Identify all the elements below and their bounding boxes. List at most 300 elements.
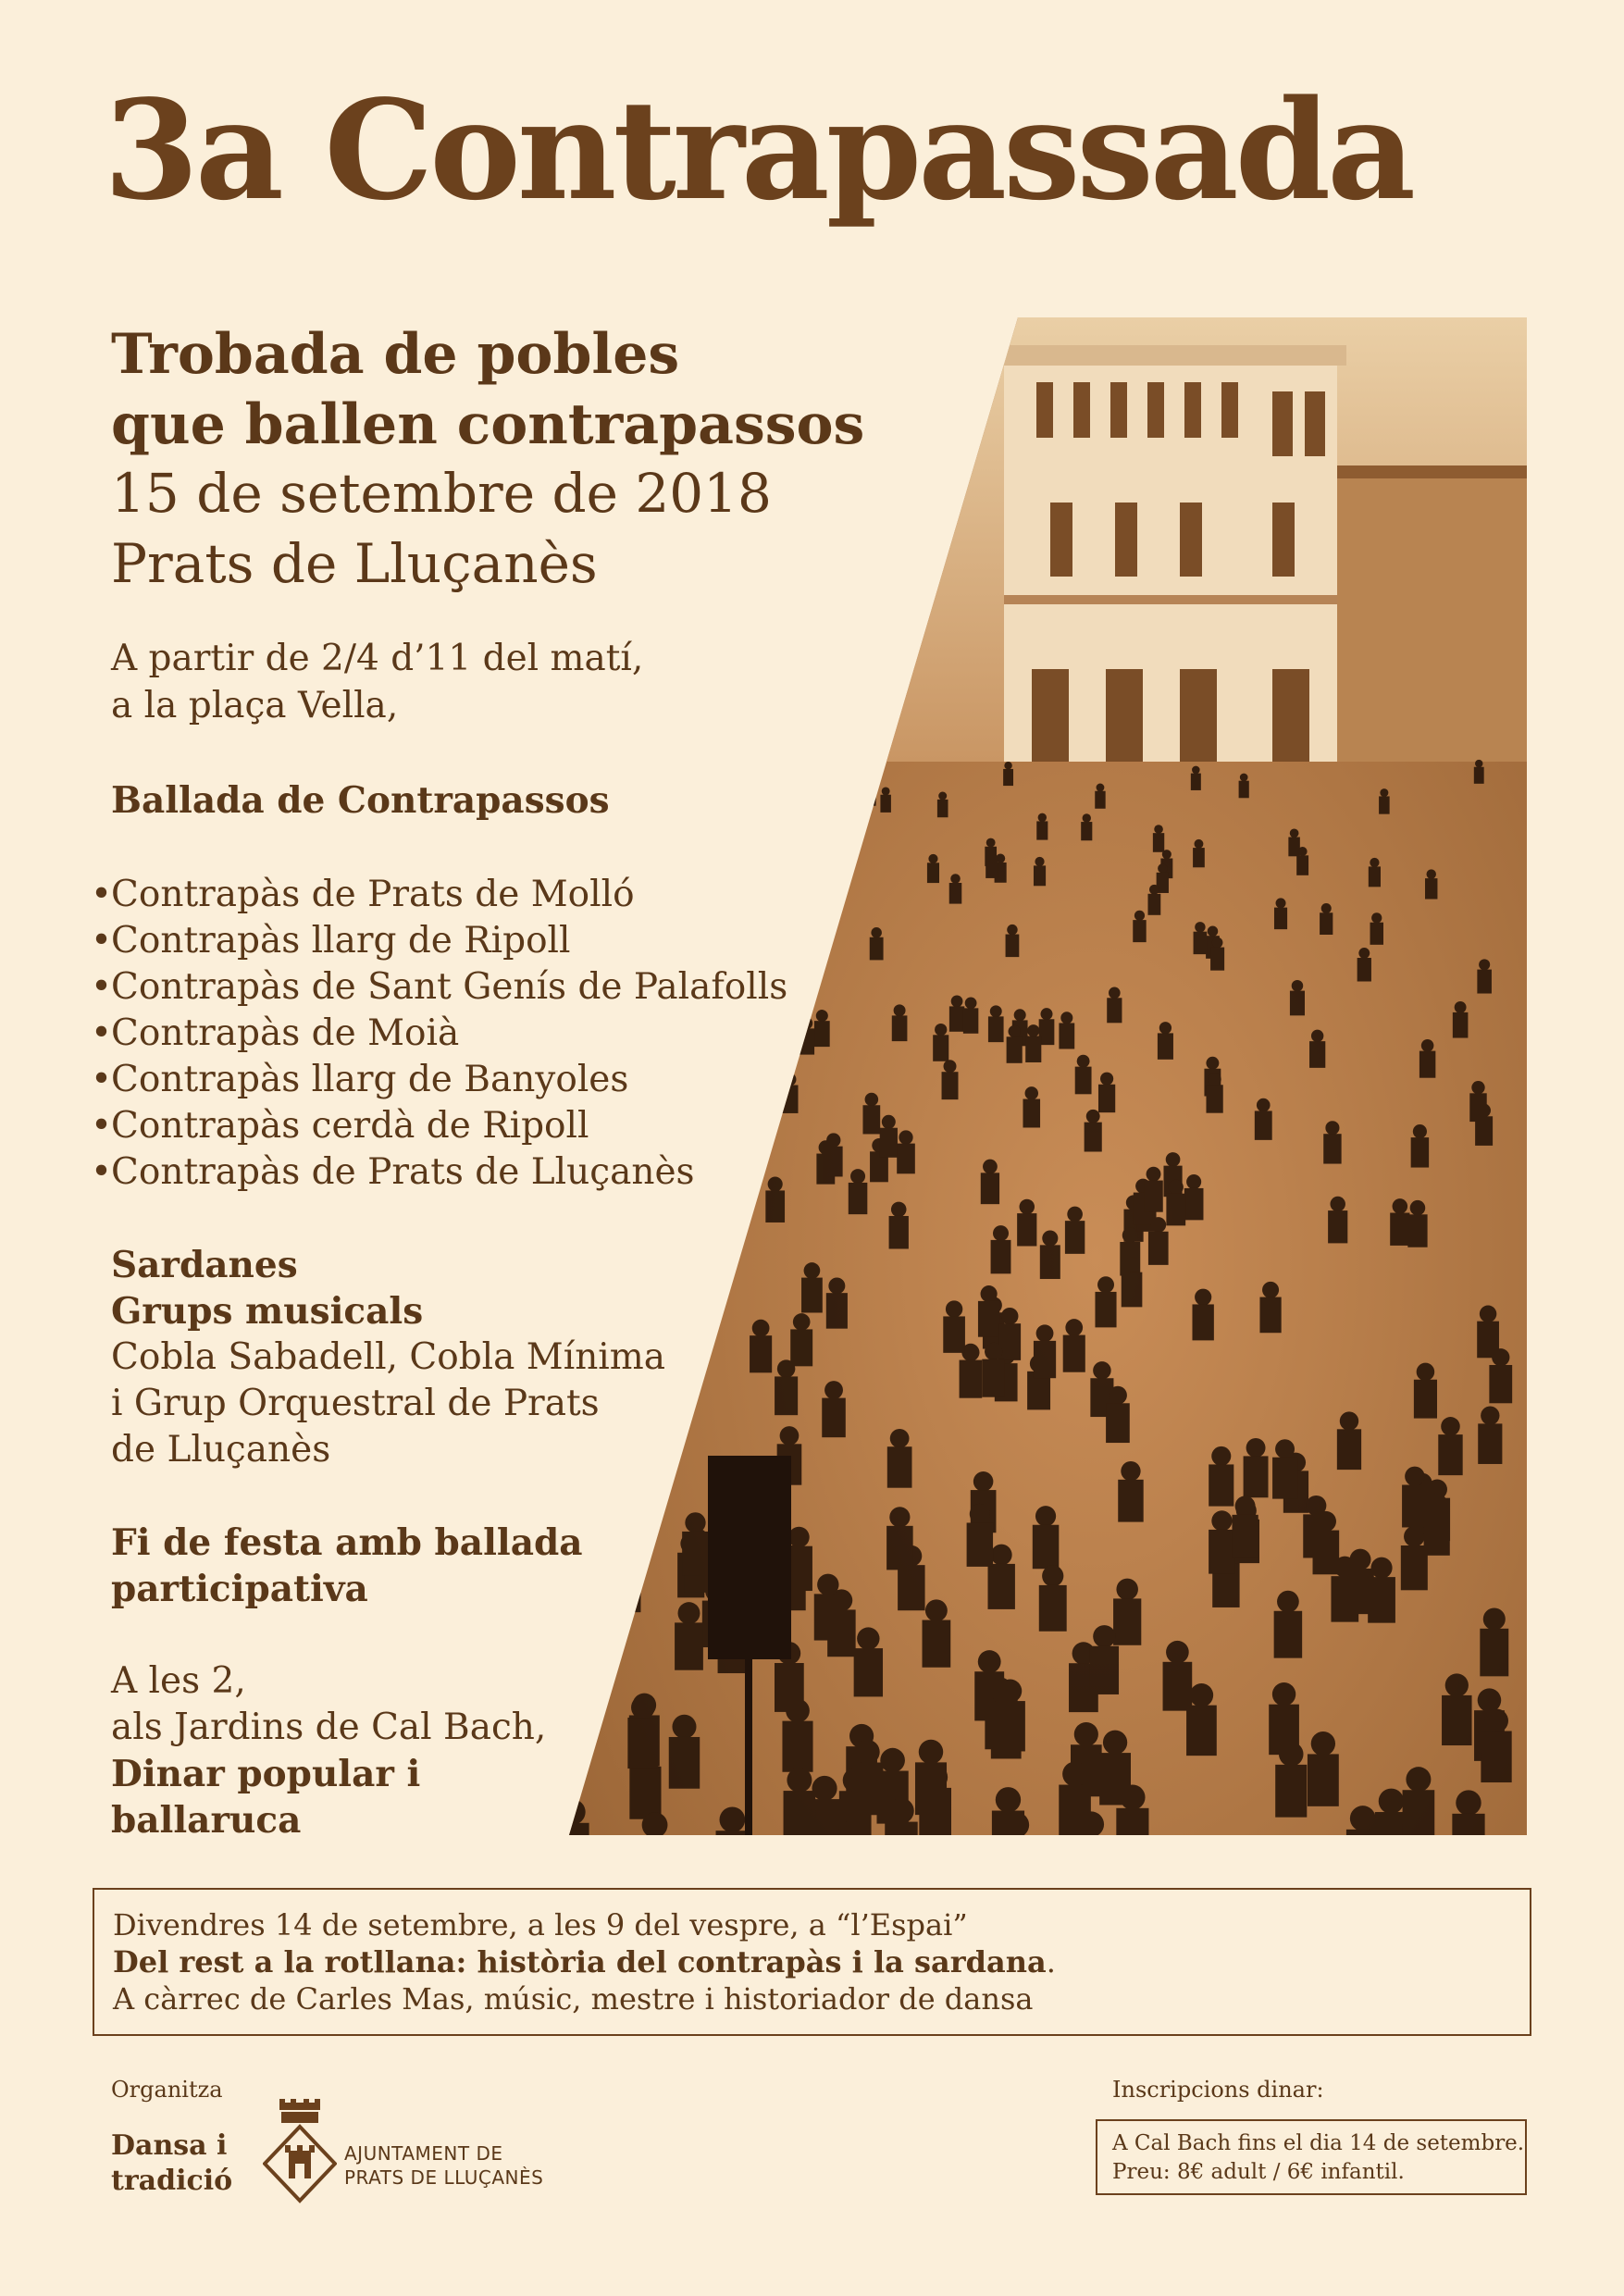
dancer-figure <box>1357 958 1371 981</box>
dancer-figure <box>1259 1297 1281 1334</box>
dancer-figure <box>703 1108 717 1122</box>
dancer-figure <box>1425 878 1437 899</box>
dancer-figure <box>644 993 659 1018</box>
dancer-figure <box>1039 1585 1067 1632</box>
dancer-figure <box>1144 1181 1162 1212</box>
dancer-figure <box>799 1028 814 1054</box>
dancer-figure <box>1166 1641 1189 1664</box>
dancer-figure <box>569 1252 579 1286</box>
dancer-figure <box>569 1154 585 1185</box>
organizer-line: AJUNTAMENT DE <box>344 2142 503 2165</box>
dancer-figure <box>1311 1731 1335 1756</box>
dancer-figure <box>672 1029 688 1055</box>
dancer-figure <box>693 996 705 1008</box>
dancer-figure <box>661 1302 682 1338</box>
dancer-figure <box>1190 1683 1213 1706</box>
dancer-figure <box>1098 1085 1115 1112</box>
dancer-figure <box>1401 1545 1428 1590</box>
dancer-figure <box>649 1234 664 1249</box>
dancer-figure <box>1424 1512 1450 1556</box>
dinar-block <box>111 1658 546 1843</box>
dancer-figure <box>676 1231 692 1247</box>
dancer-figure <box>983 1160 998 1174</box>
dancer-figure <box>612 1150 626 1165</box>
dancer-figure <box>723 759 730 766</box>
dancer-figure <box>1413 1124 1427 1138</box>
dancer-figure <box>812 1776 837 1801</box>
dancer-figure <box>675 1622 703 1669</box>
inscripcions-label: Inscripcions dinar: <box>1112 2077 1324 2103</box>
dancer-figure <box>782 1721 812 1772</box>
dancer-figure <box>1034 1341 1056 1378</box>
dance-name: Contrapàs de Sant Genís de Palafolls <box>111 966 788 1008</box>
dancer-figure <box>668 1120 686 1149</box>
friday-event-box <box>93 1888 1531 2036</box>
dancer-figure <box>1023 1099 1040 1128</box>
dancer-figure <box>692 778 702 796</box>
dancer-figure <box>1328 1210 1347 1243</box>
bullet: • <box>91 1059 113 1100</box>
dancer-figure <box>1240 774 1248 782</box>
dancer-figure <box>973 1471 994 1492</box>
dancer-figure <box>674 1017 686 1029</box>
dancer-figure <box>1036 1324 1054 1342</box>
dancer-figure <box>781 955 795 978</box>
dancer-figure <box>1062 1762 1087 1787</box>
event-speaker: A càrrec de Carles Mas, músic, mestre i historiador de dansa <box>113 1981 1034 2017</box>
closing-line: Fi de festa amb ballada <box>111 1521 583 1564</box>
dancer-figure <box>1453 1012 1469 1038</box>
dancer-figure <box>1086 1110 1100 1123</box>
dancer-figure <box>1272 1682 1295 1706</box>
dancer-figure <box>1456 1790 1481 1815</box>
dancer-figure <box>865 1093 879 1107</box>
dancer-figure <box>938 792 947 800</box>
dancer-figure <box>588 1396 606 1415</box>
dancer-figure <box>1113 1598 1141 1644</box>
dancer-figure <box>642 911 652 921</box>
sardanes-heading: Sardanes <box>111 1244 298 1286</box>
dancer-figure <box>927 863 939 883</box>
dancer-figure <box>804 1262 821 1279</box>
dancer-figure <box>646 982 658 994</box>
dancer-figure <box>595 1172 610 1186</box>
dancer-figure <box>1122 1227 1138 1243</box>
dancer-figure <box>725 805 737 824</box>
talk-period: . <box>1046 1944 1056 1980</box>
dancer-figure <box>1275 1765 1307 1818</box>
dancer-figure <box>750 1335 772 1372</box>
dancer-figure <box>1116 1579 1138 1601</box>
dancer-figure <box>1474 767 1484 784</box>
dancer-figure <box>1480 1306 1496 1322</box>
dancer-figure <box>574 1030 589 1056</box>
dancer-figure <box>670 1107 684 1121</box>
dancer-figure <box>897 1144 915 1174</box>
dancer-figure <box>658 1255 678 1289</box>
dancer-figure <box>1303 1514 1329 1558</box>
dancer-figure <box>1370 923 1383 945</box>
dancer-figure <box>644 830 653 839</box>
dancer-figure <box>579 1100 597 1129</box>
dancer-figure <box>1042 1230 1058 1246</box>
dancer-figure <box>1004 762 1011 769</box>
bullet: • <box>91 920 113 962</box>
dancer-figure <box>986 838 996 848</box>
dancer-figure <box>1093 1625 1115 1647</box>
dancer-figure <box>894 1004 906 1016</box>
dancer-figure <box>1007 1036 1023 1063</box>
dancer-figure <box>1206 1057 1219 1070</box>
dancer-figure <box>855 1740 879 1764</box>
dinar-title: Dinar popular i <box>111 1753 421 1795</box>
dancer-figure <box>1321 903 1332 913</box>
dancer-figure <box>1169 1180 1184 1195</box>
dancer-figure <box>1093 1361 1111 1380</box>
dancer-figure <box>1475 760 1482 767</box>
dancer-figure <box>871 927 882 938</box>
organitza-label: Organitza <box>111 2077 223 2103</box>
dancer-figure <box>987 1564 1014 1609</box>
dancer-figure <box>1063 1335 1085 1372</box>
dancer-figure <box>787 1768 812 1793</box>
dancer-figure <box>627 1718 658 1769</box>
dancer-figure <box>569 1563 588 1584</box>
dancer-figure <box>685 1117 702 1147</box>
dancer-figure <box>1067 1207 1083 1222</box>
dancer-figure <box>882 787 890 795</box>
dancer-figure <box>880 1128 898 1158</box>
dancer-figure <box>1097 1276 1114 1293</box>
organizer-line: tradició <box>111 2165 233 2197</box>
dancer-figure <box>925 1599 948 1621</box>
dancer-figure <box>898 1565 924 1610</box>
dancer-figure <box>1290 828 1299 838</box>
dancer-figure <box>970 1504 990 1524</box>
poster-title: 3a Contrapassada <box>104 69 1413 230</box>
dancer-figure <box>1455 1001 1467 1013</box>
dancer-figure <box>880 795 890 813</box>
dancer-figure <box>886 1526 913 1570</box>
dancer-figure <box>576 1019 588 1031</box>
dancer-figure <box>571 1615 600 1662</box>
dancer-figure <box>1192 766 1200 775</box>
dancer-figure <box>986 858 998 878</box>
dancer-figure <box>645 931 656 942</box>
dancer-figure <box>631 1695 655 1719</box>
dinar-location: als Jardins de Cal Bach, <box>111 1706 547 1748</box>
dancer-figure <box>692 1007 707 1032</box>
dancer-figure <box>1099 1753 1131 1805</box>
dancer-figure <box>867 781 875 789</box>
dancer-figure <box>752 1320 770 1337</box>
dancer-figure <box>775 1376 798 1415</box>
dancer-figure <box>1441 1417 1460 1436</box>
dancer-figure <box>1074 1722 1098 1746</box>
dancer-figure <box>1033 1525 1060 1570</box>
town-crest-icon <box>263 2099 337 2204</box>
dancer-figure <box>1340 1411 1358 1430</box>
dancer-figure <box>1255 1111 1272 1139</box>
dancer-figure <box>685 1512 705 1533</box>
dancer-figure <box>1410 1200 1426 1216</box>
dancer-figure <box>1211 1446 1231 1466</box>
dancer-figure <box>647 1300 668 1336</box>
dancer-figure <box>933 1035 948 1061</box>
dancer-figure <box>659 1197 674 1211</box>
dancer-figure <box>586 1302 607 1338</box>
dancer-figure <box>726 798 735 806</box>
organizer-line: PRATS DE LLUÇANÈS <box>344 2166 544 2189</box>
dancer-figure <box>589 1358 606 1375</box>
dancer-figure <box>1194 932 1208 954</box>
dance-photo <box>569 317 1527 1835</box>
organizer-line: Dansa i <box>111 2129 228 2162</box>
dancer-figure <box>589 1286 605 1303</box>
dancer-figure <box>1109 987 1121 999</box>
dancer-figure <box>996 1787 1021 1812</box>
dancer-figure <box>1239 781 1249 799</box>
dancer-figure <box>857 1627 879 1649</box>
dancer-figure <box>678 1187 698 1219</box>
dancer-figure <box>1014 1009 1026 1021</box>
event-place: Prats de Lluçanès <box>111 532 598 595</box>
dancer-figure <box>1308 1754 1339 1806</box>
dancer-figure <box>919 1740 943 1764</box>
dancer-figure <box>629 1767 661 1819</box>
dancer-figure <box>1154 825 1163 834</box>
dancer-figure <box>817 1574 838 1595</box>
dancer-figure <box>648 1133 662 1147</box>
dancer-figure <box>586 932 600 954</box>
dancer-figure <box>1477 970 1492 994</box>
dancer-figure <box>963 1008 978 1033</box>
dancer-figure <box>1017 1213 1036 1246</box>
event-date: 15 de setembre de 2018 <box>111 462 772 525</box>
dancer-figure <box>943 1316 965 1352</box>
dancer-figure <box>788 1527 810 1548</box>
dancer-figure <box>1040 1245 1060 1279</box>
dancer-figure <box>1484 1708 1508 1732</box>
dance-name: Contrapàs de Moià <box>111 1012 460 1054</box>
dancer-figure <box>849 1183 868 1214</box>
dancer-figure <box>1478 1688 1502 1712</box>
dancer-figure <box>1065 1221 1085 1254</box>
dancer-figure <box>854 1648 883 1696</box>
dancer-figure <box>574 1595 596 1617</box>
dancer-figure <box>790 1329 812 1366</box>
dancer-figure <box>850 1169 865 1184</box>
dancer-figure <box>1121 1461 1140 1481</box>
dancer-figure <box>946 1300 962 1317</box>
dancer-figure <box>1211 1510 1232 1531</box>
dancer-figure <box>680 1173 695 1188</box>
dancer-figure <box>1123 1257 1140 1273</box>
dancer-figure <box>1323 1134 1341 1163</box>
dancer-figure <box>640 921 653 943</box>
dancer-figure <box>1042 1565 1063 1586</box>
dancer-figure <box>642 788 652 805</box>
dancer-figure <box>1452 1814 1484 1835</box>
dancer-figure <box>1060 1011 1072 1024</box>
dancer-figure <box>1153 833 1164 852</box>
dancer-figure <box>569 1276 577 1293</box>
dancer-figure <box>701 1121 719 1150</box>
dancer-figure <box>870 937 884 961</box>
dancer-figure <box>1379 1789 1404 1814</box>
dance-name: Contrapàs cerdà de Ripoll <box>111 1105 589 1147</box>
dancer-figure <box>1421 1039 1434 1052</box>
dancer-figure <box>1275 1439 1295 1458</box>
dancer-figure <box>1379 796 1390 813</box>
dancer-figure <box>609 1164 627 1195</box>
dancer-figure <box>678 1602 700 1624</box>
dancer-figure <box>1118 1480 1143 1522</box>
start-info <box>111 635 643 729</box>
dancer-figure <box>826 1133 840 1147</box>
dancer-figure <box>1368 1577 1395 1623</box>
dancer-figure <box>814 1594 842 1640</box>
dancer-figure <box>1193 848 1205 867</box>
dancer-figure <box>1320 912 1333 935</box>
dancer-figure <box>647 1248 667 1283</box>
dancer-figure <box>889 1216 909 1249</box>
dancer-figure <box>890 1429 910 1448</box>
organizer-dansa-tradicio <box>111 2128 232 2199</box>
dancer-figure <box>1166 1194 1185 1226</box>
dancer-figure <box>1020 1199 1035 1215</box>
dancer-figure <box>672 1715 696 1739</box>
dancer-figure <box>1209 1464 1233 1506</box>
dancer-figure <box>960 1360 983 1398</box>
dancer-figure <box>1274 908 1287 930</box>
dancer-figure <box>648 909 658 919</box>
dancer-figure <box>1469 1093 1486 1122</box>
dancer-figure <box>1149 885 1159 895</box>
dancer-figure <box>1274 1611 1303 1658</box>
dancer-figure <box>646 1147 664 1177</box>
dancer-figure <box>1325 1121 1339 1135</box>
inscripcions-price: Preu: 8€ adult / 6€ infantil. <box>1112 2160 1405 2184</box>
dancer-figure <box>985 1343 1002 1360</box>
dancer-figure <box>1380 788 1388 797</box>
dancer-figure <box>1009 1025 1021 1037</box>
dancer-figure <box>1134 911 1145 921</box>
dancer-figure <box>1109 1386 1127 1405</box>
dinar-title: ballaruca <box>111 1799 302 1842</box>
subtitle-line: Trobada de pobles <box>111 322 680 387</box>
dancer-figure <box>1257 1098 1271 1112</box>
dancer-figure <box>1407 1214 1427 1247</box>
dancer-figure <box>981 1173 999 1204</box>
dancer-figure <box>889 1507 910 1527</box>
dancer-figure <box>998 1680 1022 1703</box>
dancer-figure <box>1133 920 1146 942</box>
dancer-figure <box>1040 1008 1052 1020</box>
dancer-figure <box>614 1567 640 1612</box>
dancer-figure <box>891 1202 907 1218</box>
dancer-figure <box>1262 1282 1279 1298</box>
grups-heading: Grups musicals <box>111 1290 424 1333</box>
dancer-figure <box>621 1149 639 1180</box>
dancer-figure <box>899 1130 912 1144</box>
dancer-figure <box>1081 822 1092 840</box>
dancer-figure <box>1296 855 1308 875</box>
dancer-figure <box>581 952 592 963</box>
dancer-figure <box>777 1359 795 1377</box>
dancer-figure <box>1330 1197 1345 1211</box>
dancer-figure <box>1426 869 1435 878</box>
dancer-figure <box>775 1663 804 1712</box>
dancer-figure <box>1390 1213 1409 1246</box>
dancer-figure <box>1059 1023 1074 1049</box>
dancer-figure <box>722 766 732 783</box>
dancer-figure <box>1483 1607 1506 1630</box>
dancer-figure <box>1059 1785 1091 1835</box>
dancer-figure <box>660 1240 676 1256</box>
dancer-figure <box>1411 1137 1429 1167</box>
dancer-figure <box>1163 1662 1193 1711</box>
dancer-figure <box>1158 863 1167 873</box>
dancer-figure <box>1100 1073 1113 1086</box>
dancer-figure <box>577 790 588 808</box>
dancer-figure <box>967 1522 993 1566</box>
dancer-figure <box>816 1010 828 1022</box>
dancer-figure <box>882 1115 896 1129</box>
dancer-figure <box>1085 1123 1102 1152</box>
dancer-figure <box>1027 1024 1039 1036</box>
dancer-figure <box>824 1147 843 1177</box>
dancer-figure <box>1358 948 1370 959</box>
dancer-figure <box>826 1293 848 1329</box>
dancer-figure <box>982 1359 1005 1397</box>
dancer-figure <box>1095 1292 1116 1327</box>
talk-title: Del rest a la rotllana: història del contrapàs i la sardana <box>113 1944 1047 1980</box>
dancer-figure <box>1337 1429 1361 1470</box>
closing-dance <box>111 1520 583 1612</box>
dancer-figure <box>892 1015 908 1041</box>
dancer-figure <box>682 1532 709 1576</box>
dancer-figure <box>1083 813 1091 822</box>
dancer-figure <box>1350 1806 1376 1831</box>
dancer-figure <box>1370 1558 1392 1579</box>
dancer-figure <box>935 1024 947 1036</box>
dancer-figure <box>593 1185 613 1217</box>
dancer-figure <box>725 761 733 768</box>
dinar-time: A les 2, <box>111 1660 246 1702</box>
dancer-figure <box>1481 1731 1511 1783</box>
dancer-figure <box>1244 1456 1269 1497</box>
dancer-figure <box>1103 1731 1127 1755</box>
dance-name: Contrapàs de Prats de Molló <box>111 874 635 915</box>
dancer-figure <box>657 1211 676 1244</box>
inscripcions-box <box>1096 2119 1527 2195</box>
dancer-figure <box>781 1086 798 1113</box>
dancer-figure <box>569 1237 577 1253</box>
dancer-figure <box>1007 925 1017 935</box>
dancer-figure <box>981 1285 998 1302</box>
dancer-figure <box>578 783 587 791</box>
dancer-figure <box>1116 1808 1148 1835</box>
bullet: • <box>91 966 113 1008</box>
dancer-figure <box>1306 1496 1326 1516</box>
dancer-figure <box>944 1060 957 1073</box>
dancer-figure <box>644 941 658 964</box>
dancer-figure <box>1147 894 1160 915</box>
dancer-figure <box>978 1301 999 1337</box>
dancer-figure <box>1106 1403 1130 1443</box>
dancer-figure <box>1403 1790 1435 1835</box>
